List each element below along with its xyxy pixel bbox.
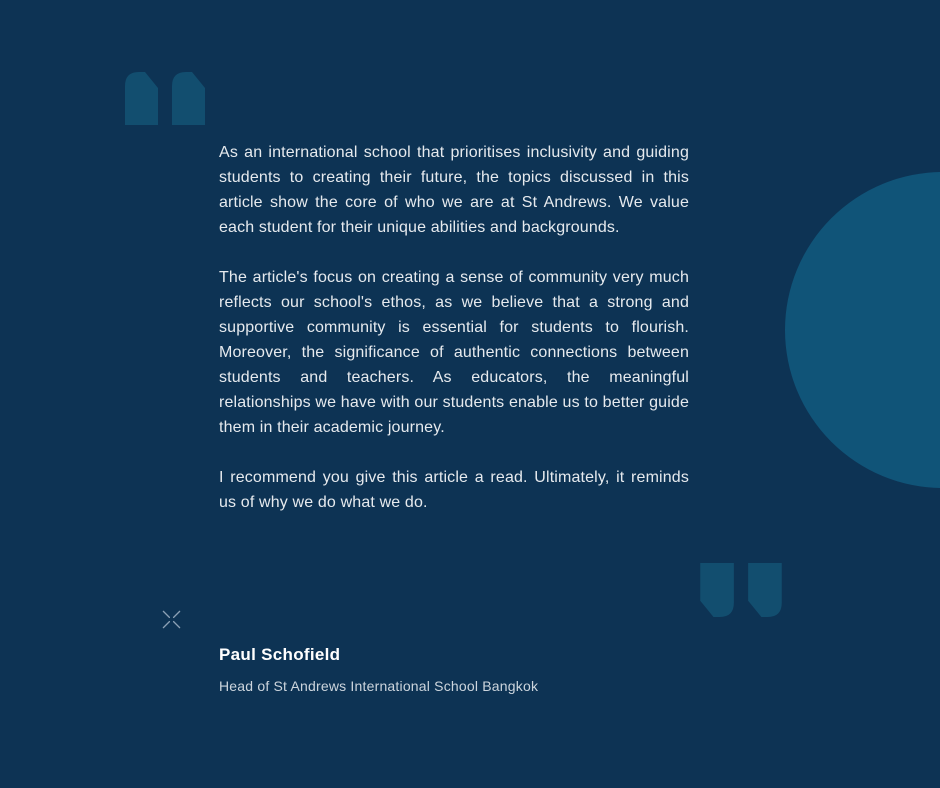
quote-paragraph: The article's focus on creating a sense of community very much reflects our school's ethos, as we believe that a strong and supportive community is essential for students to flourish. Moreover, the significance of authentic connections between students and teachers. As educators, the meaningful relationships we have with our students enable us to better guide them in their academic journey. [219,269,689,436]
author-name: Paul Schofield [219,645,341,664]
quote-paragraph: As an international school that prioritises inclusivity and guiding students to creating their future, the topics discussed in this article show the core of who we are at St Andrews. We value each student for their unique abilities and backgrounds. [219,144,689,236]
quote-text-block [219,140,689,515]
decorative-circle [785,172,940,488]
x-icon [161,609,182,630]
author-role: Head of St Andrews International School Bangkok [219,678,539,694]
open-quote-icon [125,72,205,125]
quote-paragraph: I recommend you give this article a read. Ultimately, it reminds us of why we do what we do. [219,469,689,511]
close-quote-icon [699,563,783,617]
